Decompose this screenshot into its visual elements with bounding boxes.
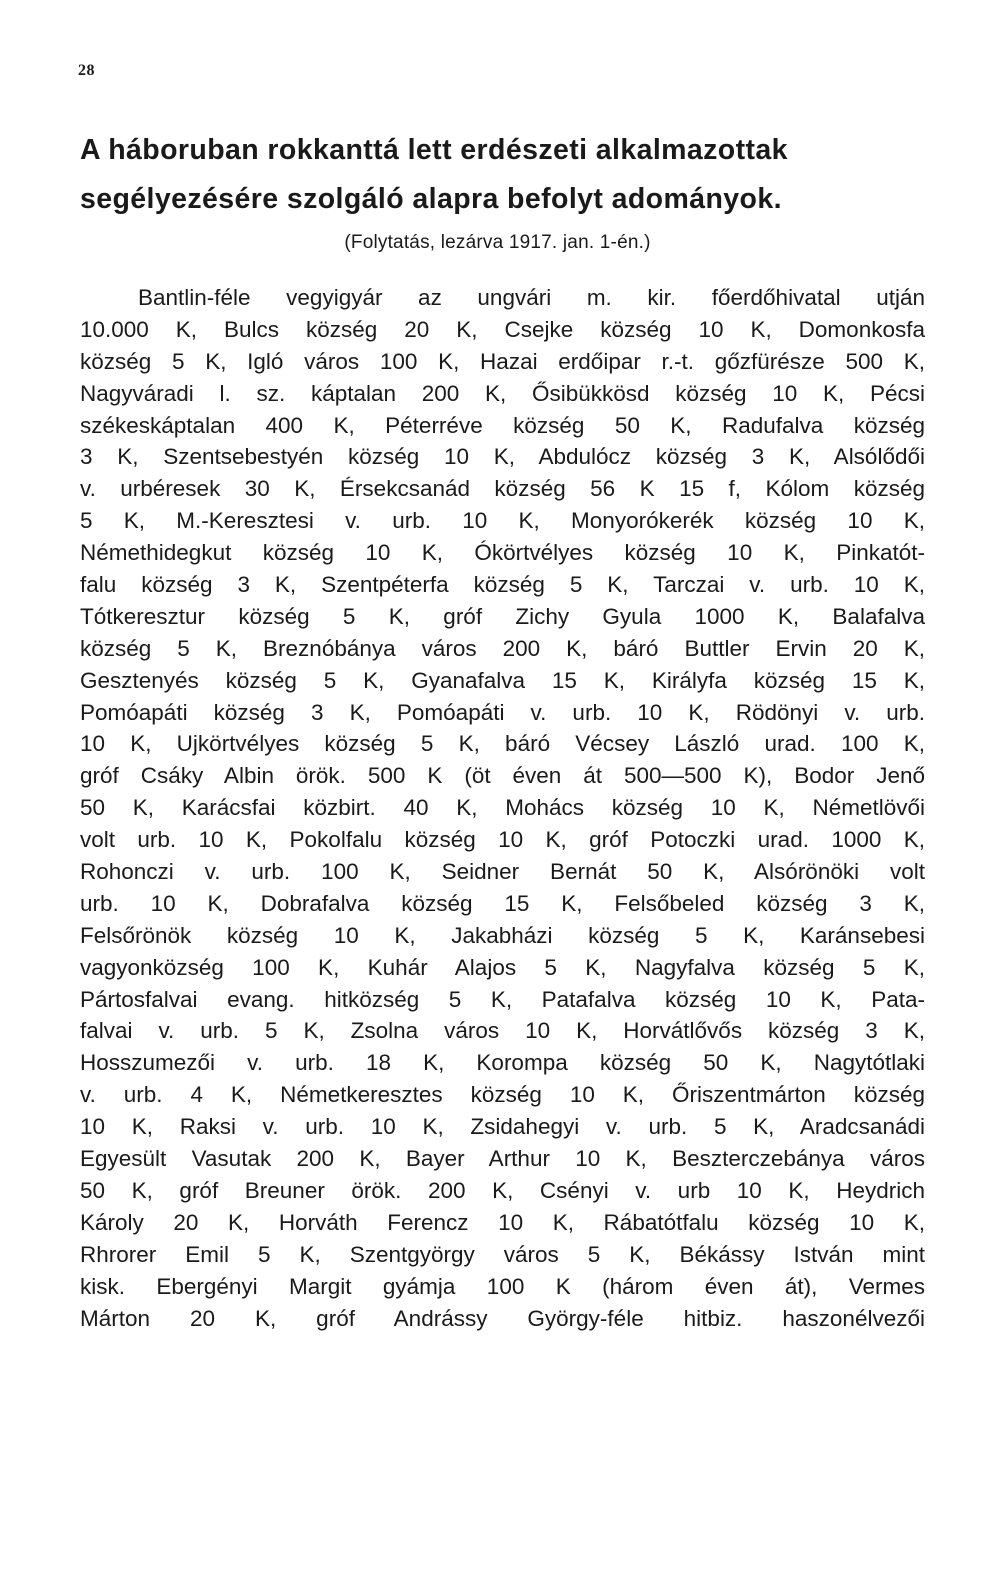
text-line: Bantlin-féle vegyigyár az ungvári m. kir. főerdőhivatal utján (138, 285, 925, 310)
text-line: Pártosfalvai evang. hitközség 5 K, Patafalva község 10 K, Pata- (80, 986, 925, 1012)
text-line: Rohonczi v. urb. 100 K, Seidner Bernát 50 K, Alsórönöki volt (80, 859, 925, 885)
text-line: v. urbéresek 30 K, Érsekcsanád község 56 K 15 f, Kólom község (80, 476, 925, 502)
text-line: 5 K, M.-Keresztesi v. urb. 10 K, Monyorókerék község 10 K, (80, 508, 925, 534)
text-line: székeskáptalan 400 K, Péterréve község 50 K, Radufalva község (80, 412, 925, 438)
text-line: Tótkeresztur község 5 K, gróf Zichy Gyula 1000 K, Balafalva (80, 603, 925, 629)
text-line: 50 K, Karácsfai közbirt. 40 K, Mohács község 10 K, Németlövői (80, 795, 925, 821)
text-line: Felsőrönök község 10 K, Jakabházi község 5 K, Karánsebesi (80, 922, 925, 948)
article-subtitle: (Folytatás, lezárva 1917. jan. 1-én.) (344, 232, 651, 253)
text-line: Hosszumezői v. urb. 18 K, Korompa község 50 K, Nagytótlaki (80, 1050, 925, 1076)
article-title (80, 126, 930, 224)
text-line: Márton 20 K, gróf Andrássy György-féle hitbiz. haszonélvezői (80, 1305, 925, 1331)
text-line: község 5 K, Igló város 100 K, Hazai erdőipar r.-t. gőzfürésze 500 K, (80, 348, 925, 374)
text-line: 10 K, Raksi v. urb. 10 K, Zsidahegyi v. urb. 5 K, Aradcsanádi (80, 1114, 925, 1140)
text-line: Egyesült Vasutak 200 K, Bayer Arthur 10 K, Beszterczebánya város (80, 1146, 925, 1172)
text-line: vagyonközség 100 K, Kuhár Alajos 5 K, Nagyfalva község 5 K, (80, 954, 925, 980)
title-line: A háboruban rokkanttá lett erdészeti alkalmazottak (80, 134, 788, 166)
text-line: gróf Csáky Albin örök. 500 K (öt éven át 500—500 K), Bodor Jenő (80, 763, 925, 789)
donation-list-text (80, 282, 925, 1334)
text-line: Pomóapáti község 3 K, Pomóapáti v. urb. 10 K, Rödönyi v. urb. (80, 699, 925, 725)
text-line: urb. 10 K, Dobrafalva község 15 K, Felsőbeled község 3 K, (80, 890, 925, 916)
title-line: segélyezésére szolgáló alapra befolyt adományok. (80, 183, 782, 215)
text-line: 10 K, Ujkörtvélyes község 5 K, báró Vécsey László urad. 100 K, (80, 731, 925, 757)
text-line: 3 K, Szentsebestyén község 10 K, Abdulócz község 3 K, Alsólődői (80, 444, 925, 470)
text-line: falvai v. urb. 5 K, Zsolna város 10 K, Horvátlővős község 3 K, (80, 1018, 925, 1044)
text-line: Károly 20 K, Horváth Ferencz 10 K, Rábatótfalu község 10 K, (80, 1209, 925, 1235)
text-line: falu község 3 K, Szentpéterfa község 5 K, Tarczai v. urb. 10 K, (80, 572, 925, 598)
text-line: 10.000 K, Bulcs község 20 K, Csejke község 10 K, Domonkosfa (80, 316, 925, 342)
text-line: v. urb. 4 K, Németkeresztes község 10 K, Őriszentmárton község (80, 1082, 925, 1108)
text-line: volt urb. 10 K, Pokolfalu község 10 K, gróf Potoczki urad. 1000 K, (80, 827, 925, 853)
text-line: Nagyváradi l. sz. káptalan 200 K, Ősibükkösd község 10 K, Pécsi (80, 380, 925, 406)
text-line: kisk. Ebergényi Margit gyámja 100 K (három éven át), Vermes (80, 1273, 925, 1299)
page-number: 28 (78, 62, 95, 79)
text-line: Némethidegkut község 10 K, Ókörtvélyes község 10 K, Pinkatót- (80, 540, 925, 566)
text-line: község 5 K, Breznóbánya város 200 K, báró Buttler Ervin 20 K, (80, 635, 925, 661)
text-line: Gesztenyés község 5 K, Gyanafalva 15 K, Királyfa község 15 K, (80, 667, 925, 693)
text-line: Rhrorer Emil 5 K, Szentgyörgy város 5 K, Békássy István mint (80, 1241, 925, 1267)
text-line: 50 K, gróf Breuner örök. 200 K, Csényi v. urb 10 K, Heydrich (80, 1177, 925, 1203)
